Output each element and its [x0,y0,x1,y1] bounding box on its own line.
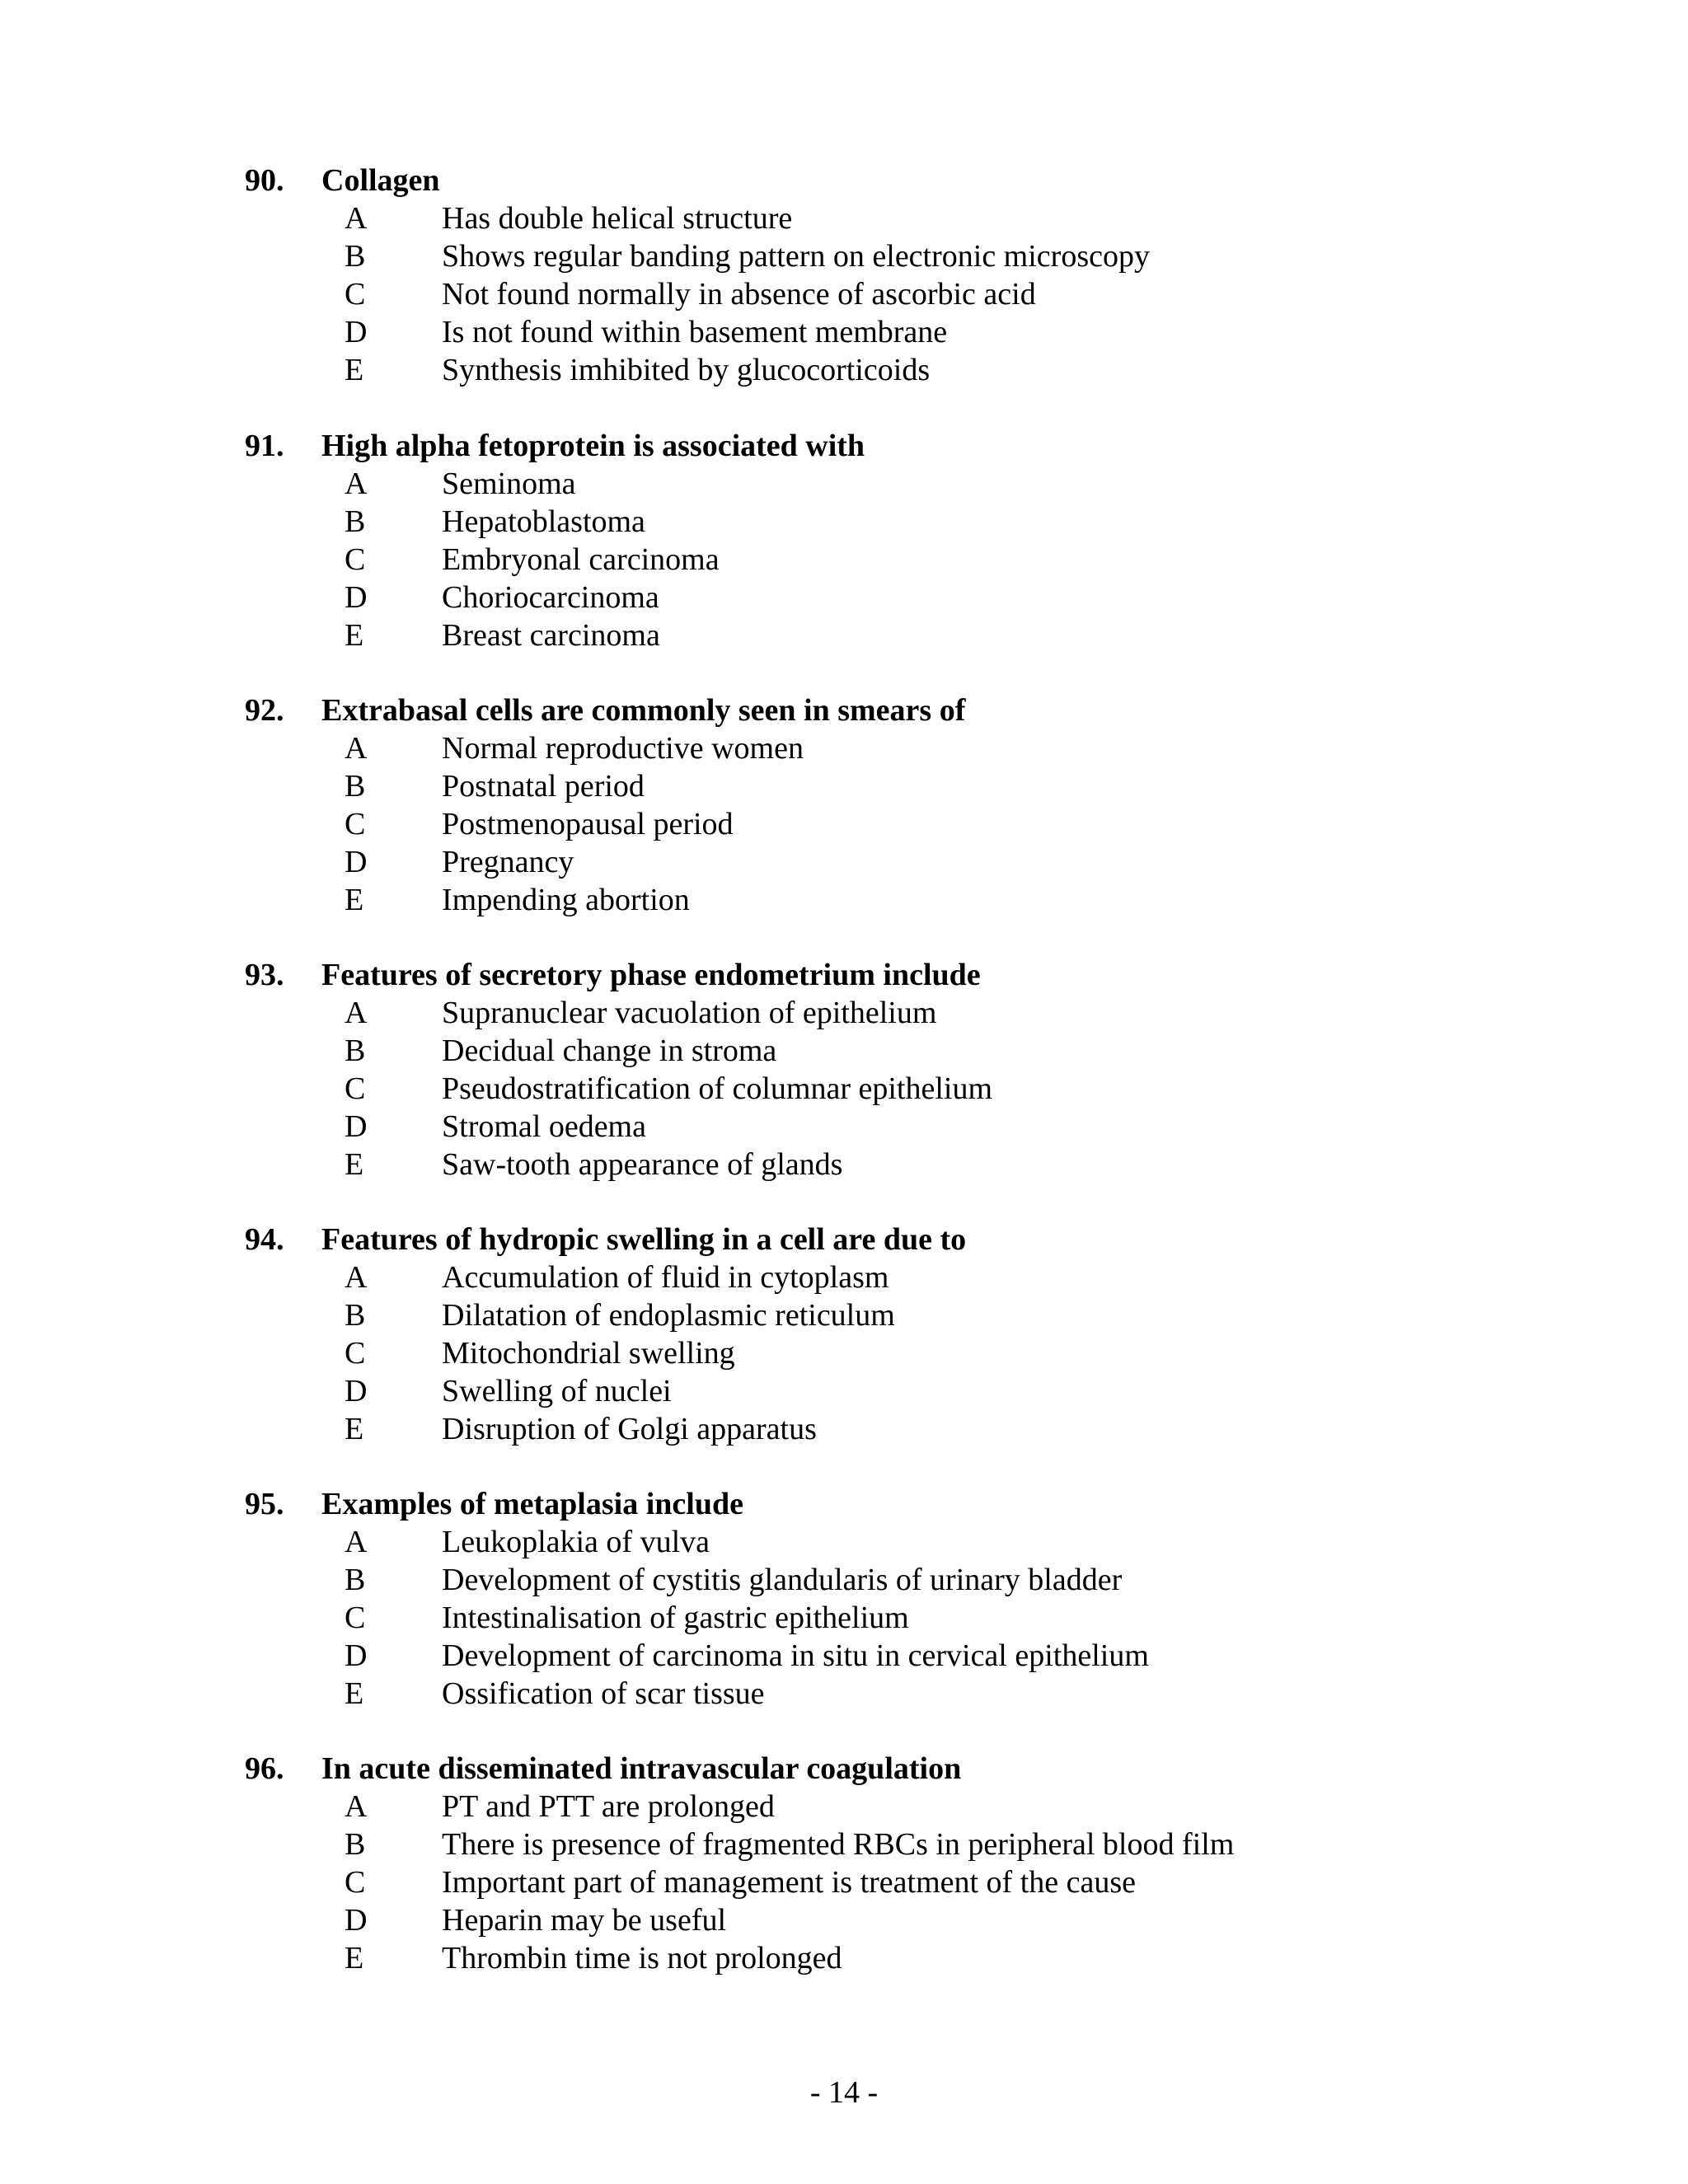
option-c [0,275,1484,313]
option-d [0,579,1484,616]
question-stem: In acute disseminated intravascular coagulation [321,1751,962,1786]
option-text: Supranuclear vacuolation of epithelium [442,996,937,1030]
option-d [0,313,1484,351]
option-a [0,199,1484,237]
option-text: PT and PTT are prolonged [442,1789,775,1824]
option-letter: B [345,1033,366,1068]
option-c [0,1070,1484,1108]
option-letter: A [345,731,368,766]
option-text: Ossification of scar tissue [442,1676,765,1711]
option-letter: D [345,1109,368,1144]
option-letter: C [345,807,366,841]
question-number: 92. [245,693,284,728]
option-letter: D [345,1374,368,1408]
option-a [0,729,1484,767]
question-heading [0,1750,1484,1788]
option-e [0,1675,1484,1713]
question-number: 94. [245,1222,284,1257]
option-c [0,805,1484,843]
option-text: Pregnancy [442,845,574,879]
option-b [0,1825,1484,1863]
question-heading [0,1485,1484,1523]
option-text: Mitochondrial swelling [442,1336,735,1371]
option-b [0,503,1484,541]
option-text: Heparin may be useful [442,1903,727,1938]
option-d [0,1901,1484,1939]
question-stem: Examples of metaplasia include [321,1487,743,1521]
question-heading [0,691,1484,729]
option-c [0,541,1484,579]
option-text: Dilatation of endoplasmic reticulum [442,1298,895,1333]
option-text: Postnatal period [442,769,645,804]
page-number: - 14 - [809,2075,879,2110]
option-letter: B [345,1563,366,1597]
option-letter: C [345,1601,366,1635]
question-heading [0,1221,1484,1258]
option-e [0,1939,1484,1977]
option-letter: E [345,1412,364,1446]
option-text: Disruption of Golgi apparatus [442,1412,817,1446]
option-letter: D [345,1903,368,1938]
question-stem: High alpha fetoprotein is associated with [321,429,865,463]
option-text: Swelling of nuclei [442,1374,672,1408]
option-text: Impending abortion [442,883,690,917]
option-text: There is presence of fragmented RBCs in peripheral blood film [442,1827,1235,1862]
option-letter: D [345,1638,368,1673]
option-letter: B [345,239,366,274]
option-text: Normal reproductive women [442,731,804,766]
question-stem: Features of hydropic swelling in a cell are due to [321,1222,967,1257]
option-text: Development of carcinoma in situ in cervical epithelium [442,1638,1149,1673]
option-c [0,1334,1484,1372]
option-text: Hepatoblastoma [442,504,645,539]
option-text: Choriocarcinoma [442,580,659,615]
option-letter: B [345,1298,366,1333]
option-c [0,1863,1484,1901]
option-e [0,1146,1484,1183]
option-letter: E [345,353,364,387]
option-b [0,1296,1484,1334]
option-text: Not found normally in absence of ascorbic acid [442,277,1036,312]
option-letter: E [345,1941,364,1975]
question-number: 93. [245,958,284,992]
option-a [0,1788,1484,1825]
option-a [0,994,1484,1032]
option-e [0,881,1484,919]
option-b [0,1032,1484,1070]
option-letter: A [345,1525,368,1559]
question-heading [0,427,1484,465]
option-letter: A [345,1789,368,1824]
option-d [0,1637,1484,1675]
option-a [0,1258,1484,1296]
option-text: Pseudostratification of columnar epithelium [442,1071,993,1106]
option-text: Saw-tooth appearance of glands [442,1147,843,1182]
option-e [0,1410,1484,1448]
option-a [0,465,1484,503]
question-stem: Features of secretory phase endometrium include [321,958,981,992]
option-letter: C [345,277,366,312]
option-b [0,237,1484,275]
question-stem: Collagen [321,163,440,198]
question-number: 91. [245,429,284,463]
question-stem: Extrabasal cells are commonly seen in smears of [321,693,966,728]
option-text: Has double helical structure [442,201,793,236]
question-heading [0,956,1484,994]
option-letter: E [345,1147,364,1182]
option-text: Intestinalisation of gastric epithelium [442,1601,909,1635]
option-text: Embryonal carcinoma [442,542,720,577]
option-text: Accumulation of fluid in cytoplasm [442,1260,889,1295]
option-text: Is not found within basement membrane [442,315,948,349]
option-letter: D [345,845,368,879]
option-letter: E [345,883,364,917]
option-b [0,767,1484,805]
option-text: Thrombin time is not prolonged [442,1941,842,1975]
option-text: Postmenopausal period [442,807,734,841]
option-letter: A [345,201,368,236]
option-a [0,1523,1484,1561]
option-letter: A [345,996,368,1030]
question-heading [0,162,1484,199]
option-letter: A [345,1260,368,1295]
option-text: Seminoma [442,466,576,501]
option-text: Development of cystitis glandularis of urinary bladder [442,1563,1123,1597]
option-letter: E [345,618,364,653]
option-d [0,1108,1484,1146]
option-letter: C [345,1071,366,1106]
option-letter: B [345,1827,366,1862]
option-text: Decidual change in stroma [442,1033,777,1068]
option-b [0,1561,1484,1599]
option-text: Breast carcinoma [442,618,660,653]
option-letter: C [345,542,366,577]
option-e [0,616,1484,654]
option-letter: D [345,580,368,615]
option-letter: D [345,315,368,349]
option-letter: C [345,1336,366,1371]
option-text: Stromal oedema [442,1109,646,1144]
option-letter: C [345,1865,366,1900]
option-text: Shows regular banding pattern on electronic microscopy [442,239,1150,274]
option-letter: B [345,504,366,539]
option-letter: A [345,466,368,501]
option-d [0,843,1484,881]
option-e [0,351,1484,389]
option-text: Important part of management is treatment of the cause [442,1865,1137,1900]
option-letter: E [345,1676,364,1711]
question-number: 90. [245,163,284,198]
question-number: 96. [245,1751,284,1786]
option-text: Leukoplakia of vulva [442,1525,710,1559]
option-d [0,1372,1484,1410]
option-c [0,1599,1484,1637]
option-text: Synthesis imhibited by glucocorticoids [442,353,931,387]
question-number: 95. [245,1487,284,1521]
option-letter: B [345,769,366,804]
